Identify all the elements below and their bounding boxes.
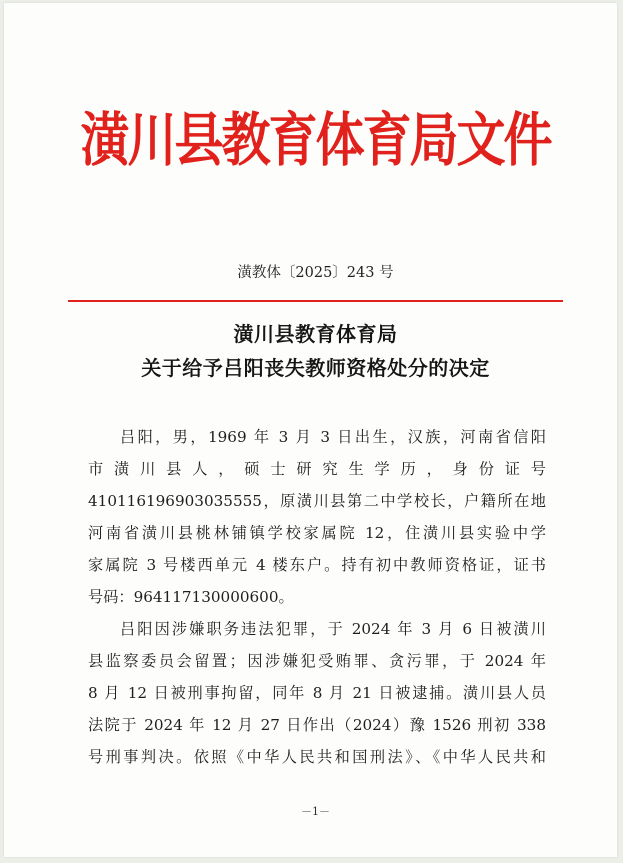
document-page [4, 3, 617, 857]
paragraph-1-line-5: 家属院 3 号楼西单元 4 楼东户。持有初中教师资格证，证书 [88, 556, 546, 574]
decision-title-line-2: 关于给予吕阳丧失教师资格处分的决定 [141, 356, 490, 380]
document-number: 潢教体〔2025〕243 号 [237, 265, 394, 281]
paragraph-1-line-6: 号码：964117130000600。 [88, 588, 294, 606]
paragraph-1-line-4: 河南省潢川县桃林铺镇学校家属院 12，住潢川县实验中学 [88, 524, 546, 542]
document-header-title: 潢川县教育体育局文件 [80, 105, 551, 175]
red-divider [68, 300, 563, 302]
paragraph-2-line-3: 8 月 12 日被刑事拘留，同年 8 月 21 日被逮捕。潢川县人员 [88, 684, 546, 702]
paragraph-2-line-4: 法院于 2024 年 12 月 27 日作出（2024）豫 1526 刑初 338 [88, 716, 546, 734]
paragraph-2-line-1: 吕阳因涉嫌职务违法犯罪，于 2024 年 3 月 6 日被潢川 [120, 620, 546, 638]
paragraph-2-line-5: 号刑事判决。依照《中华人民共和国刑法》、《中华人民共和 [88, 748, 546, 766]
paragraph-2-line-2: 县监察委员会留置；因涉嫌犯受贿罪、贪污罪，于 2024 年 [88, 652, 546, 670]
paragraph-1-line-1: 吕阳，男，1969 年 3 月 3 日出生，汉族，河南省信阳 [120, 428, 546, 446]
paragraph-1-line-2: 市 潢 川 县 人 ， 硕 士 研 究 生 学 历 ， 身 份 证 号 [88, 460, 546, 478]
page-number: －1－ [301, 805, 330, 818]
paragraph-1-line-3: 410116196903035555，原潢川县第二中学校长，户籍所在地 [88, 492, 546, 510]
decision-title-line-1: 潢川县教育体育局 [233, 322, 398, 346]
